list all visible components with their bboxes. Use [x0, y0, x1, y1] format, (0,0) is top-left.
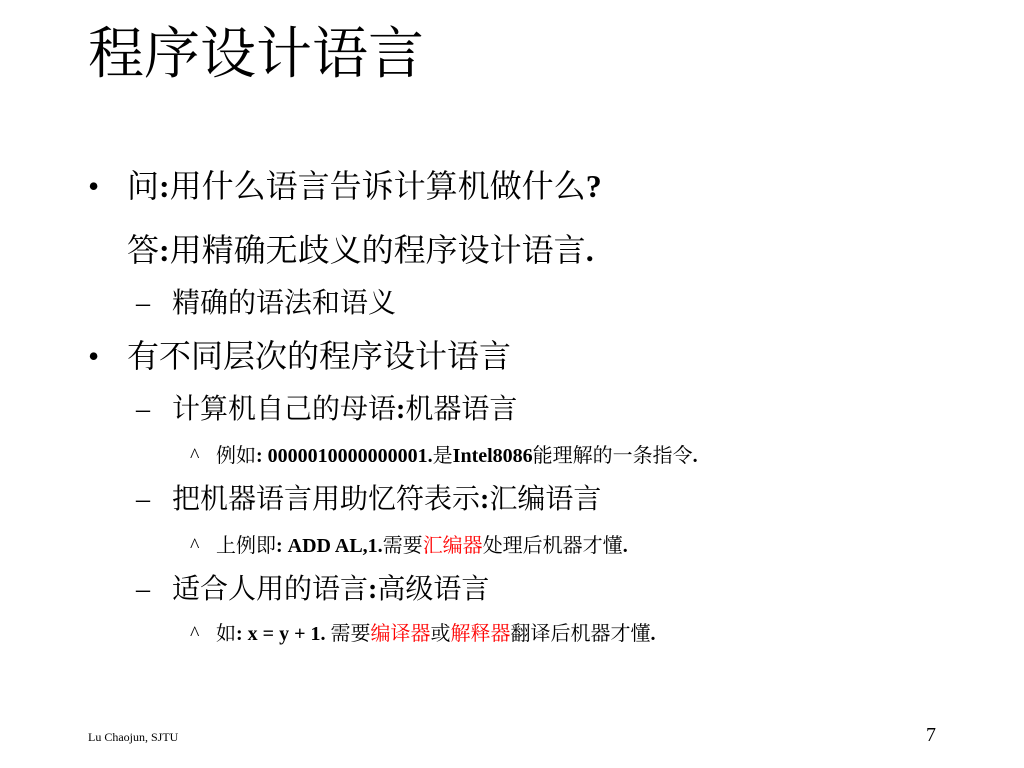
question-prefix: 问 — [127, 168, 160, 204]
answer-colon: : — [159, 232, 170, 268]
footer-author: Lu Chaojun, SJTU — [88, 730, 179, 744]
example-rest: 能理解的一条指令 — [532, 445, 693, 467]
example-label: 如 — [216, 623, 236, 645]
example-colon: : — [276, 535, 283, 557]
example-dot: . — [692, 445, 698, 467]
bullet-marker: • — [88, 338, 100, 374]
example-need: 需要 — [330, 623, 371, 645]
example-label: 例如 — [216, 445, 256, 467]
answer-prefix: 答 — [127, 232, 160, 268]
example-dot: . — [622, 535, 628, 557]
example-label: 上例即 — [216, 535, 276, 557]
caret-marker-icon: ^ — [190, 445, 200, 467]
sub-bullet-marker: – — [136, 394, 150, 425]
interpreter-highlight: 解释器 — [450, 623, 511, 645]
example-dot: . — [650, 623, 656, 645]
example-code: ADD AL,1. — [282, 535, 383, 557]
compiler-highlight: 编译器 — [370, 623, 431, 645]
answer-dot: . — [585, 232, 594, 268]
sub-text-b: 高级语言 — [377, 574, 490, 605]
caret-marker-icon: ^ — [190, 535, 200, 557]
sub-text-a: 计算机自己的母语 — [172, 394, 397, 425]
slide-title: 程序设计语言 — [88, 24, 424, 86]
sub-colon: : — [396, 394, 406, 425]
assembler-highlight: 汇编器 — [422, 535, 483, 557]
question-colon: : — [159, 168, 170, 204]
sub-bullet-marker: – — [136, 484, 150, 515]
bullet-question — [127, 166, 602, 206]
example-high-level — [216, 620, 655, 648]
sub-bullet-high-level-language — [172, 572, 489, 608]
sub-bullet-marker: – — [136, 288, 150, 319]
question-mark: ? — [585, 168, 602, 204]
sub-bullet-marker: – — [136, 574, 150, 605]
example-rest: 翻译后机器才懂 — [510, 623, 651, 645]
sub-bullet-syntax-semantics: 精确的语法和语义 — [172, 288, 397, 319]
bullet-marker: • — [88, 168, 100, 204]
sub-bullet-assembly-language — [172, 482, 601, 518]
example-assembly — [216, 532, 628, 560]
example-or: 或 — [430, 623, 451, 645]
sub-text-a: 把机器语言用助忆符表示 — [172, 484, 481, 515]
example-brand: Intel8086 — [452, 445, 533, 467]
sub-colon: : — [480, 484, 490, 515]
page-number: 7 — [926, 724, 936, 746]
sub-text-b: 汇编语言 — [489, 484, 602, 515]
question-text: 用什么语言告诉计算机做什么 — [169, 168, 586, 204]
bullet-answer — [127, 230, 594, 270]
caret-marker-icon: ^ — [190, 623, 200, 645]
sub-bullet-machine-language — [172, 392, 517, 428]
answer-text: 用精确无歧义的程序设计语言 — [169, 232, 586, 268]
example-mid: 是 — [432, 445, 453, 467]
example-code: x = y + 1. — [242, 623, 331, 645]
sub-colon: : — [368, 574, 378, 605]
sub-text-a: 适合人用的语言 — [172, 574, 369, 605]
bullet-language-levels: 有不同层次的程序设计语言 — [127, 338, 512, 374]
example-colon: : — [236, 623, 243, 645]
example-code: 0000010000000001. — [262, 445, 433, 467]
example-machine-code — [216, 442, 698, 470]
sub-text-b: 机器语言 — [405, 394, 518, 425]
example-need: 需要 — [382, 535, 423, 557]
example-colon: : — [256, 445, 263, 467]
example-rest: 处理后机器才懂 — [482, 535, 623, 557]
